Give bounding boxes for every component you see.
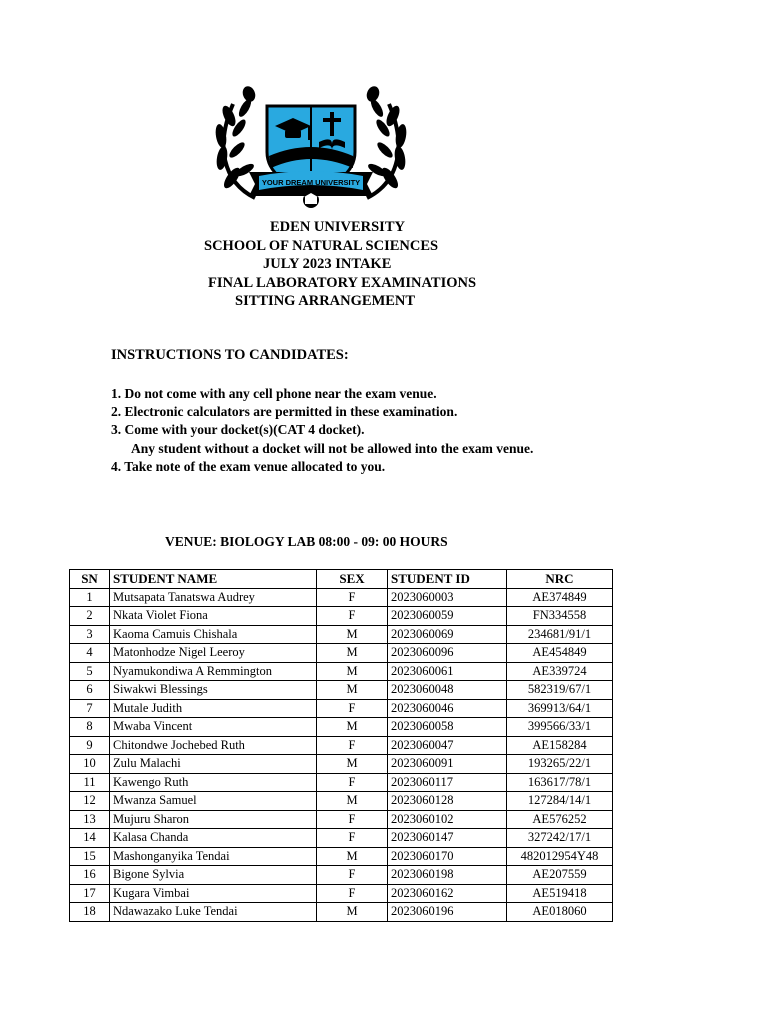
building-icon xyxy=(303,192,319,208)
venue-heading: VENUE: BIOLOGY LAB 08:00 - 09: 00 HOURS xyxy=(165,534,448,549)
cell-student-name: Bigone Sylvia xyxy=(110,866,317,885)
cell-student-id: 2023060170 xyxy=(388,847,507,866)
cell-sn: 6 xyxy=(70,681,110,700)
cell-nrc: 193265/22/1 xyxy=(507,755,613,774)
cell-student-name: Chitondwe Jochebed Ruth xyxy=(110,736,317,755)
university-name: EDEN UNIVERSITY xyxy=(270,219,405,235)
cell-nrc: AE454849 xyxy=(507,644,613,663)
laurel-left-icon xyxy=(215,86,257,198)
instruction-item: 2. Electronic calculators are permitted in these examination. xyxy=(111,404,458,419)
table-row xyxy=(70,681,613,700)
instruction-item: 4. Take note of the exam venue allocated to you. xyxy=(111,459,386,474)
cell-student-id: 2023060102 xyxy=(388,810,507,829)
table-row xyxy=(70,607,613,626)
cell-student-name: Mutale Judith xyxy=(110,699,317,718)
cell-student-name: Kawengo Ruth xyxy=(110,773,317,792)
cell-student-name: Matonhodze Nigel Leeroy xyxy=(110,644,317,663)
cell-nrc: AE339724 xyxy=(507,662,613,681)
cell-sex: M xyxy=(317,625,388,644)
intake-title: JULY 2023 INTAKE xyxy=(263,256,392,272)
cell-nrc: 327242/17/1 xyxy=(507,829,613,848)
cell-nrc: 399566/33/1 xyxy=(507,718,613,737)
cell-sex: F xyxy=(317,607,388,626)
cell-student-id: 2023060046 xyxy=(388,699,507,718)
arrangement-title: SITTING ARRANGEMENT xyxy=(235,293,416,309)
cell-student-id: 2023060061 xyxy=(388,662,507,681)
cell-sex: F xyxy=(317,829,388,848)
cell-student-name: Mashonganyika Tendai xyxy=(110,847,317,866)
cell-student-name: Nkata Violet Fiona xyxy=(110,607,317,626)
cell-sn: 10 xyxy=(70,755,110,774)
cell-sn: 18 xyxy=(70,903,110,922)
cell-nrc: AE207559 xyxy=(507,866,613,885)
cell-sn: 9 xyxy=(70,736,110,755)
cell-student-name: Nyamukondiwa A Remmington xyxy=(110,662,317,681)
cell-sex: F xyxy=(317,736,388,755)
cell-sn: 11 xyxy=(70,773,110,792)
cell-sn: 7 xyxy=(70,699,110,718)
cell-student-id: 2023060128 xyxy=(388,792,507,811)
cell-student-name: Mutsapata Tanatswa Audrey xyxy=(110,588,317,607)
cell-student-name: Kaoma Camuis Chishala xyxy=(110,625,317,644)
cell-sex: F xyxy=(317,699,388,718)
cell-sn: 5 xyxy=(70,662,110,681)
table-row xyxy=(70,884,613,903)
cell-nrc: 163617/78/1 xyxy=(507,773,613,792)
column-header-student-id: STUDENT ID xyxy=(388,570,507,589)
cell-student-name: Siwakwi Blessings xyxy=(110,681,317,700)
column-header-sex: SEX xyxy=(317,570,388,589)
cell-nrc: AE158284 xyxy=(507,736,613,755)
column-header-student-name: STUDENT NAME xyxy=(110,570,317,589)
cell-nrc: AE018060 xyxy=(507,903,613,922)
cell-nrc: AE576252 xyxy=(507,810,613,829)
cell-sn: 17 xyxy=(70,884,110,903)
cell-student-name: Mwaba Vincent xyxy=(110,718,317,737)
table-row xyxy=(70,829,613,848)
cell-sex: F xyxy=(317,588,388,607)
cell-student-id: 2023060047 xyxy=(388,736,507,755)
cell-student-id: 2023060117 xyxy=(388,773,507,792)
cell-student-id: 2023060198 xyxy=(388,866,507,885)
cell-student-id: 2023060048 xyxy=(388,681,507,700)
cell-nrc: 582319/67/1 xyxy=(507,681,613,700)
table-row xyxy=(70,755,613,774)
cell-sex: M xyxy=(317,718,388,737)
table-row xyxy=(70,903,613,922)
cell-sex: F xyxy=(317,810,388,829)
cell-sex: M xyxy=(317,903,388,922)
table-row xyxy=(70,736,613,755)
table-row xyxy=(70,810,613,829)
cell-student-name: Mwanza Samuel xyxy=(110,792,317,811)
cell-student-id: 2023060162 xyxy=(388,884,507,903)
university-crest-logo xyxy=(215,86,407,210)
cell-nrc: FN334558 xyxy=(507,607,613,626)
table-row xyxy=(70,588,613,607)
instructions-heading: INSTRUCTIONS TO CANDIDATES: xyxy=(111,347,349,363)
table-row xyxy=(70,625,613,644)
instruction-item: 1. Do not come with any cell phone near the exam venue. xyxy=(111,386,437,401)
cell-sex: M xyxy=(317,792,388,811)
laurel-right-icon xyxy=(365,86,407,198)
cell-sn: 4 xyxy=(70,644,110,663)
cell-student-name: Kugara Vimbai xyxy=(110,884,317,903)
cell-student-id: 2023060096 xyxy=(388,644,507,663)
cell-sex: F xyxy=(317,884,388,903)
cell-sex: F xyxy=(317,773,388,792)
column-header-sn: SN xyxy=(70,570,110,589)
cell-student-id: 2023060069 xyxy=(388,625,507,644)
table-row xyxy=(70,644,613,663)
cell-sex: F xyxy=(317,866,388,885)
cell-sn: 16 xyxy=(70,866,110,885)
cell-student-id: 2023060059 xyxy=(388,607,507,626)
cell-nrc: 482012954Y48 xyxy=(507,847,613,866)
ribbon-text: YOUR DREAM UNIVERSITY xyxy=(261,178,361,187)
cell-nrc: 234681/91/1 xyxy=(507,625,613,644)
table-row xyxy=(70,718,613,737)
cell-student-name: Ndawazako Luke Tendai xyxy=(110,903,317,922)
cell-nrc: 369913/64/1 xyxy=(507,699,613,718)
table-row xyxy=(70,773,613,792)
cell-sn: 8 xyxy=(70,718,110,737)
instruction-item: 3. Come with your docket(s)(CAT 4 docket). xyxy=(111,422,365,437)
cell-sex: M xyxy=(317,681,388,700)
instruction-item: Any student without a docket will not be allowed into the exam venue. xyxy=(131,441,534,456)
cell-sex: M xyxy=(317,662,388,681)
table-row xyxy=(70,662,613,681)
cell-student-id: 2023060003 xyxy=(388,588,507,607)
exam-title: FINAL LABORATORY EXAMINATIONS xyxy=(208,275,477,291)
cell-sn: 15 xyxy=(70,847,110,866)
cell-nrc: 127284/14/1 xyxy=(507,792,613,811)
cell-sn: 14 xyxy=(70,829,110,848)
cell-student-id: 2023060147 xyxy=(388,829,507,848)
table-row xyxy=(70,699,613,718)
column-header-nrc: NRC xyxy=(507,570,613,589)
table-header-row xyxy=(70,570,613,589)
cell-student-id: 2023060196 xyxy=(388,903,507,922)
cell-sex: M xyxy=(317,755,388,774)
cell-student-name: Kalasa Chanda xyxy=(110,829,317,848)
school-name: SCHOOL OF NATURAL SCIENCES xyxy=(204,238,439,254)
cell-sn: 2 xyxy=(70,607,110,626)
table-row xyxy=(70,792,613,811)
cell-student-id: 2023060091 xyxy=(388,755,507,774)
cell-sex: M xyxy=(317,847,388,866)
sitting-arrangement-table xyxy=(69,569,613,922)
cell-nrc: AE519418 xyxy=(507,884,613,903)
cell-sn: 3 xyxy=(70,625,110,644)
table-row xyxy=(70,866,613,885)
cell-sn: 12 xyxy=(70,792,110,811)
cell-nrc: AE374849 xyxy=(507,588,613,607)
cell-student-name: Mujuru Sharon xyxy=(110,810,317,829)
cell-student-name: Zulu Malachi xyxy=(110,755,317,774)
table-row xyxy=(70,847,613,866)
cell-sn: 13 xyxy=(70,810,110,829)
cell-student-id: 2023060058 xyxy=(388,718,507,737)
cell-sex: M xyxy=(317,644,388,663)
cell-sn: 1 xyxy=(70,588,110,607)
